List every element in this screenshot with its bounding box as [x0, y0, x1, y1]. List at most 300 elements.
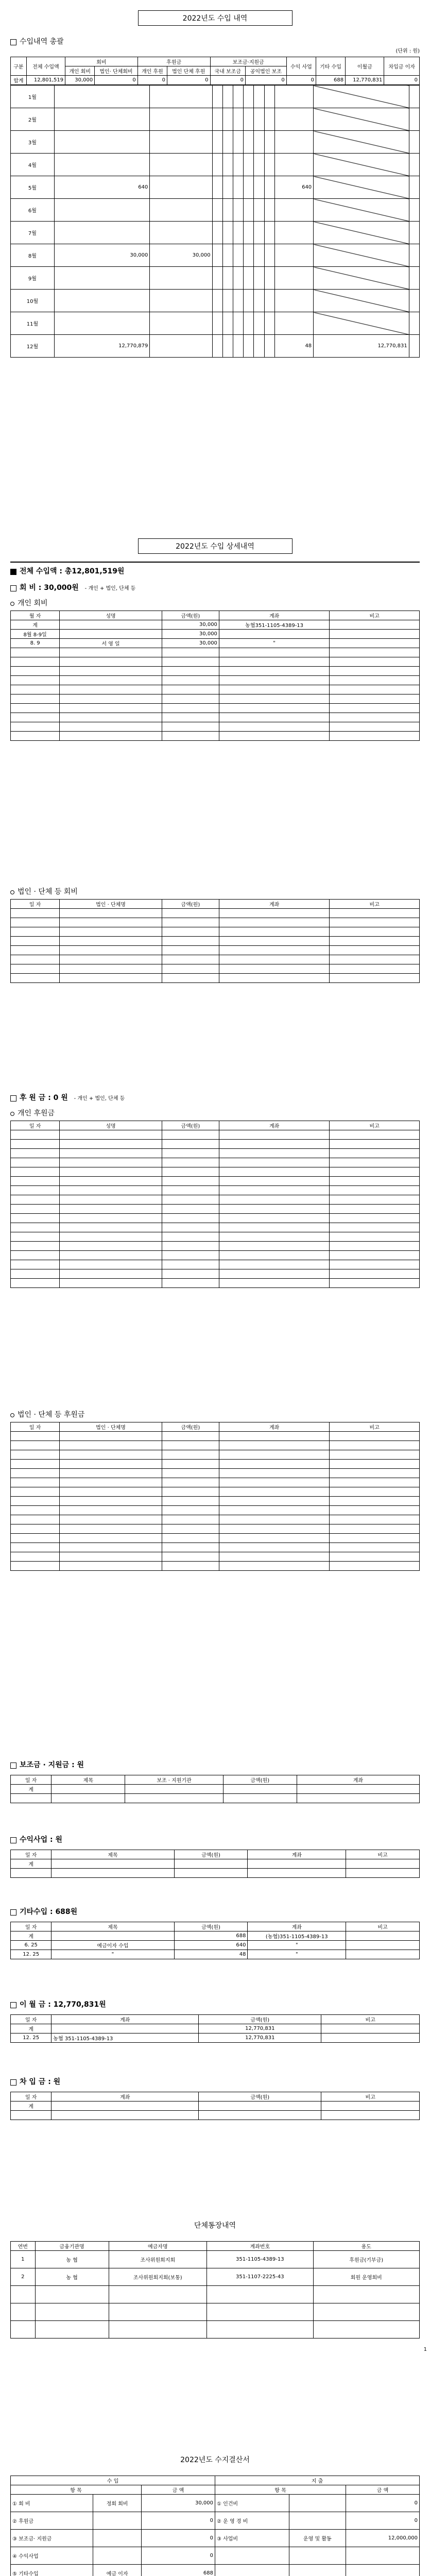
table-row: [11, 1524, 420, 1534]
cell: [233, 244, 244, 267]
month-row: [11, 176, 420, 199]
cell: [212, 199, 222, 222]
income-heading-row: [10, 1834, 420, 1844]
th: 예금자명: [109, 2242, 207, 2251]
table-row: [11, 2024, 420, 2033]
cell: ": [51, 1950, 174, 1959]
cell: [409, 86, 419, 108]
cell: 12,770,879: [54, 335, 150, 358]
cell: [254, 312, 264, 335]
divider: [10, 562, 420, 563]
table-row: [11, 676, 420, 685]
corp-sponsor-heading-row: [10, 1409, 420, 1419]
corp-sponsor-heading: 법인 · 단체 등 후원금: [18, 1411, 85, 1419]
cell: (농협)351-1105-4389-13: [248, 1931, 346, 1941]
loan-heading: 차 입 금 : 원: [20, 2078, 61, 2086]
cell: [254, 131, 264, 154]
bullet-circle-icon: [10, 1413, 14, 1417]
cell: [215, 2547, 289, 2565]
th: 계좌: [51, 2015, 199, 2024]
cell: 12,770,831: [346, 76, 384, 85]
all-income: 전체 수입액 : 총12,801,519원: [20, 567, 125, 575]
cell: [289, 2495, 346, 2512]
indiv-sponsor-heading: 개인 후원금: [18, 1109, 55, 1117]
table-row: [11, 1279, 420, 1288]
th: 금액(원): [162, 900, 219, 909]
th: 용도: [313, 2242, 419, 2251]
cell: [274, 131, 313, 154]
table-row: [11, 1487, 420, 1497]
table-row: [11, 955, 420, 964]
cell: [93, 2512, 142, 2530]
cell: [409, 131, 419, 154]
summary-heading: 수입내역 총괄: [20, 38, 64, 46]
cell: [212, 312, 222, 335]
th: 비고: [330, 1121, 420, 1130]
cell: [346, 2565, 420, 2576]
cell: [289, 2547, 346, 2565]
table-row: [11, 1140, 420, 1149]
cell: [150, 176, 212, 199]
cell: 0: [245, 76, 286, 85]
cell: 0: [346, 2512, 420, 2530]
cell: [330, 620, 420, 630]
cell: [222, 222, 233, 244]
table-row: [11, 1941, 420, 1950]
cell: [330, 639, 420, 648]
cell: [264, 86, 274, 108]
checkbox-square-icon: [10, 1762, 16, 1769]
th: 비고: [321, 2015, 420, 2024]
th: 월 자: [11, 611, 60, 620]
page-number: 1: [423, 2347, 427, 2352]
cell: [54, 131, 150, 154]
subsidy-heading: 보조금 · 지원금 : 원: [20, 1761, 84, 1769]
cell: [264, 108, 274, 131]
cell: [254, 222, 264, 244]
month-row: [11, 154, 420, 176]
summary-months-table: [10, 85, 420, 358]
cell: [212, 290, 222, 312]
cell: 30,000: [150, 244, 212, 267]
cell: [274, 86, 313, 108]
cell: 합계: [11, 76, 27, 85]
cell: [274, 222, 313, 244]
cell: [264, 244, 274, 267]
table-row: [11, 1149, 420, 1158]
table-row: [11, 657, 420, 667]
cell: [54, 312, 150, 335]
other-table: [10, 1922, 420, 1959]
cell: [330, 630, 420, 639]
th-subsidy-pub: 공익법인 보조: [245, 66, 286, 76]
th: 금액(원): [199, 2015, 321, 2024]
carry-heading: 이 월 금 : 12,770,831원: [20, 2001, 106, 2009]
other-heading: 기타수입 : 688원: [20, 1908, 78, 1916]
corp-sponsor-table: [10, 1422, 420, 1571]
month-label: 9월: [11, 267, 55, 290]
cell: [60, 630, 162, 639]
income-heading: 수익사업 : 원: [20, 1836, 62, 1844]
table-row: [11, 1186, 420, 1195]
cell: 30,000: [54, 244, 150, 267]
cell: [346, 1950, 420, 1959]
table-row: [11, 927, 420, 937]
cell: [254, 176, 264, 199]
cell: [150, 199, 212, 222]
dues-note: - 개인 + 법인, 단체 등: [84, 586, 136, 591]
subsidy-table-wrap: [10, 1775, 420, 1803]
cell: [233, 312, 244, 335]
cell: [51, 1931, 174, 1941]
cell: 회원 운영회비: [313, 2268, 419, 2286]
cell: [314, 267, 409, 290]
cell: 0: [95, 76, 138, 85]
checkbox-square-icon: [10, 1909, 16, 1916]
cell: [60, 620, 162, 630]
cell: 농협351-1105-4389-13: [219, 620, 329, 630]
th: 비고: [330, 900, 420, 909]
cell: [409, 312, 419, 335]
cell: 0: [210, 76, 245, 85]
dues-heading: 회 비 : 30,000원: [20, 584, 79, 592]
table-row: [11, 1497, 420, 1506]
indiv-dues-heading-row: [10, 598, 420, 608]
table-row: [11, 1177, 420, 1186]
cell: 12. 25: [11, 1950, 51, 1959]
th: 금 액: [142, 2485, 215, 2495]
table-row: [11, 630, 420, 639]
th: 금액(원): [162, 1121, 219, 1130]
cell: ": [248, 1950, 346, 1959]
table-row: [11, 1441, 420, 1450]
cell: 0: [346, 2495, 420, 2512]
cell: [314, 244, 409, 267]
cell: 30,000: [65, 76, 95, 85]
table-row: [11, 1205, 420, 1214]
table-row: [11, 732, 420, 741]
bullet-circle-icon: [10, 890, 14, 894]
cell: 계: [11, 2024, 51, 2033]
table-row: [11, 620, 420, 630]
cell: 0: [384, 76, 420, 85]
cell: [150, 290, 212, 312]
cell: [254, 108, 264, 131]
cell: 640: [174, 1941, 248, 1950]
cell: [264, 131, 274, 154]
cell: 농 협: [35, 2251, 109, 2268]
table-row: [11, 1869, 420, 1878]
table-row: [11, 909, 420, 918]
cell: [233, 154, 244, 176]
cell: ": [219, 639, 329, 648]
cell: [233, 267, 244, 290]
month-label: 1월: [11, 86, 55, 108]
cell: [346, 1931, 420, 1941]
cell: [222, 154, 233, 176]
month-label: 11월: [11, 312, 55, 335]
th: 비고: [346, 1922, 420, 1931]
cell: [150, 108, 212, 131]
cell: [274, 108, 313, 131]
cell: [54, 86, 150, 108]
cell: 48: [274, 335, 313, 358]
table-row: [11, 1794, 420, 1803]
corp-sponsor-table-wrap: [10, 1422, 420, 1571]
cell: 0: [286, 76, 316, 85]
cell: [212, 244, 222, 267]
cell: [150, 131, 212, 154]
summary-unit: (단위 : 원): [395, 48, 420, 54]
th: 금액(원): [162, 1422, 219, 1432]
cell: 서 영 일: [60, 639, 162, 648]
cell: [254, 199, 264, 222]
month-label: 3월: [11, 131, 55, 154]
cell: [222, 290, 233, 312]
table-row: [11, 1450, 420, 1460]
cell: 688: [316, 76, 345, 85]
cell: [254, 244, 264, 267]
sponsor-note: - 개인 + 법인, 단체 등: [74, 1096, 125, 1101]
th: 금액(원): [174, 1922, 248, 1931]
cell: 2: [11, 2268, 36, 2286]
cell: [314, 108, 409, 131]
th-total: 전체 수입액: [26, 57, 65, 76]
indiv-dues-table: [10, 611, 420, 741]
th: 계좌: [219, 900, 329, 909]
table-row: [11, 1506, 420, 1515]
th: 일 자: [11, 2092, 51, 2102]
th: 비고: [321, 2092, 420, 2102]
table-row: [11, 2111, 420, 2120]
settlement-title-row: [10, 2452, 420, 2467]
cell: [212, 154, 222, 176]
filled-square-icon: [10, 569, 16, 575]
cell: [222, 199, 233, 222]
cell: [54, 222, 150, 244]
cell: [212, 86, 222, 108]
cell: 351-1107-2225-43: [207, 2268, 313, 2286]
accounts-title: 단체통장내역: [194, 2222, 236, 2230]
month-row: [11, 222, 420, 244]
cell: [244, 199, 254, 222]
corp-dues-heading: 법인 · 단체 등 회비: [18, 888, 78, 896]
table-row: [11, 1534, 420, 1543]
table-row: [11, 648, 420, 657]
cell: 조사위원회지회(보통): [109, 2268, 207, 2286]
th: 계좌: [248, 1922, 346, 1931]
th: 비고: [330, 611, 420, 620]
th-dues-corp: 법인· 단체회비: [95, 66, 138, 76]
table-row: [11, 1469, 420, 1478]
table-row: [11, 639, 420, 648]
th: 법인 · 단체명: [60, 900, 162, 909]
th: 일 자: [11, 900, 60, 909]
month-label: 6월: [11, 199, 55, 222]
table-row: [11, 1251, 420, 1260]
cell: [274, 244, 313, 267]
cell: 12,770,831: [314, 335, 409, 358]
cell: [314, 312, 409, 335]
cell: [321, 2033, 420, 2043]
accounts-table: [10, 2241, 420, 2338]
th-carry: 이월금: [346, 57, 384, 76]
cell: [289, 2565, 346, 2576]
cell: [215, 2565, 289, 2576]
cell: [244, 86, 254, 108]
th: 일 자: [11, 1850, 51, 1859]
detail-title: 2022년도 수입 상세내역: [138, 538, 293, 554]
cell: [274, 199, 313, 222]
cell: [254, 86, 264, 108]
corp-dues-table-wrap: [10, 899, 420, 983]
month-row: [11, 290, 420, 312]
checkbox-square-icon: [10, 2002, 16, 2008]
checkbox-square-icon: [10, 585, 16, 591]
th: 금액(원): [199, 2092, 321, 2102]
table-row: [11, 2268, 420, 2286]
cell: [212, 267, 222, 290]
th: 일 자: [11, 1775, 51, 1785]
cell: ② 후원금: [11, 2512, 93, 2530]
cell: [150, 312, 212, 335]
month-row: [11, 108, 420, 131]
cell: [264, 267, 274, 290]
summary-heading-row: [10, 36, 420, 56]
indiv-dues-table-wrap: [10, 611, 420, 741]
cell: [219, 630, 329, 639]
th: 계좌: [297, 1775, 419, 1785]
cell: [244, 154, 254, 176]
cell: 688: [142, 2565, 215, 2576]
cell: [233, 86, 244, 108]
cell: [150, 335, 212, 358]
table-row: [11, 1260, 420, 1269]
cell: [314, 154, 409, 176]
cell: 0: [142, 2530, 215, 2547]
cell: [244, 222, 254, 244]
month-row: [11, 86, 420, 108]
table-row: [11, 918, 420, 927]
table-row: [11, 2321, 420, 2338]
cell: 640: [54, 176, 150, 199]
cell: 0: [142, 2547, 215, 2565]
cell: 운영 및 활동: [289, 2530, 346, 2547]
cell: [222, 312, 233, 335]
carry-table-wrap: [10, 2014, 420, 2043]
table-row: [11, 2286, 420, 2303]
table-row: [11, 937, 420, 946]
cell: [244, 290, 254, 312]
cell: 12,770,831: [199, 2024, 321, 2033]
table-row: [11, 1242, 420, 1251]
month-label: 7월: [11, 222, 55, 244]
th: 법인 · 단체명: [60, 1422, 162, 1432]
table-row: [11, 685, 420, 694]
cell: [409, 335, 419, 358]
th: 금 액: [346, 2485, 420, 2495]
cell: [409, 290, 419, 312]
cell: 30,000: [162, 639, 219, 648]
cell: [409, 222, 419, 244]
table-row: [11, 1543, 420, 1552]
cell: 48: [174, 1950, 248, 1959]
cell: 계: [11, 1931, 51, 1941]
sponsor-heading-row: [10, 1092, 420, 1103]
table-row: [11, 704, 420, 713]
cell: [54, 199, 150, 222]
cell: [314, 86, 409, 108]
th: 제목: [51, 1775, 125, 1785]
checkbox-square-icon: [10, 2079, 16, 2086]
th: 일 자: [11, 2015, 51, 2024]
cell: 조사위원회지회: [109, 2251, 207, 2268]
th-sponsor-indiv: 개인 후원: [137, 66, 167, 76]
cell: [264, 312, 274, 335]
detail-title-row: [10, 538, 420, 554]
cell: [222, 267, 233, 290]
cell: ② 운 영 경 비: [215, 2512, 289, 2530]
accounts-title-row: [10, 2218, 420, 2232]
cell: 30,000: [162, 630, 219, 639]
table-row: [11, 1931, 420, 1941]
table-row: [11, 2033, 420, 2043]
cell: [222, 86, 233, 108]
cell: [264, 199, 274, 222]
th: 계좌번호: [207, 2242, 313, 2251]
other-heading-row: [10, 1906, 420, 1917]
cell: [212, 131, 222, 154]
cell: [321, 2024, 420, 2033]
cell: 계: [11, 1859, 51, 1869]
cell: [222, 108, 233, 131]
th: 계좌: [51, 2092, 199, 2102]
th-subsidy-nat: 국내 보조금: [210, 66, 245, 76]
table-row: [11, 946, 420, 955]
th-sponsor: 후원금: [137, 57, 210, 66]
cell: 농협 351-1105-4389-13: [51, 2033, 199, 2043]
cell: 계: [11, 620, 60, 630]
cell: [264, 335, 274, 358]
cell: [314, 131, 409, 154]
th-dues: 회비: [65, 57, 138, 66]
cell: [274, 267, 313, 290]
cell: 계: [11, 2102, 51, 2111]
th: 금융기관명: [35, 2242, 109, 2251]
cell: 0: [167, 76, 210, 85]
cell: 12,801,519: [26, 76, 65, 85]
table-row: [11, 1432, 420, 1441]
table-row: [11, 1214, 420, 1223]
month-row: [11, 244, 420, 267]
table-row: [11, 2495, 420, 2512]
th: 제목: [51, 1850, 174, 1859]
cell: [233, 199, 244, 222]
cell: [264, 176, 274, 199]
th: 금액(원): [162, 611, 219, 620]
th-expense: 지 출: [215, 2476, 419, 2485]
cell: [289, 2512, 346, 2530]
cell: [51, 2024, 199, 2033]
loan-heading-row: [10, 2076, 420, 2087]
cell: [264, 154, 274, 176]
th-dues-indiv: 개인 회비: [65, 66, 95, 76]
cell: [222, 335, 233, 358]
cell: ③ 사업비: [215, 2530, 289, 2547]
table-row: [11, 1460, 420, 1469]
th: 비고: [346, 1850, 420, 1859]
settlement-table: [10, 2476, 420, 2576]
